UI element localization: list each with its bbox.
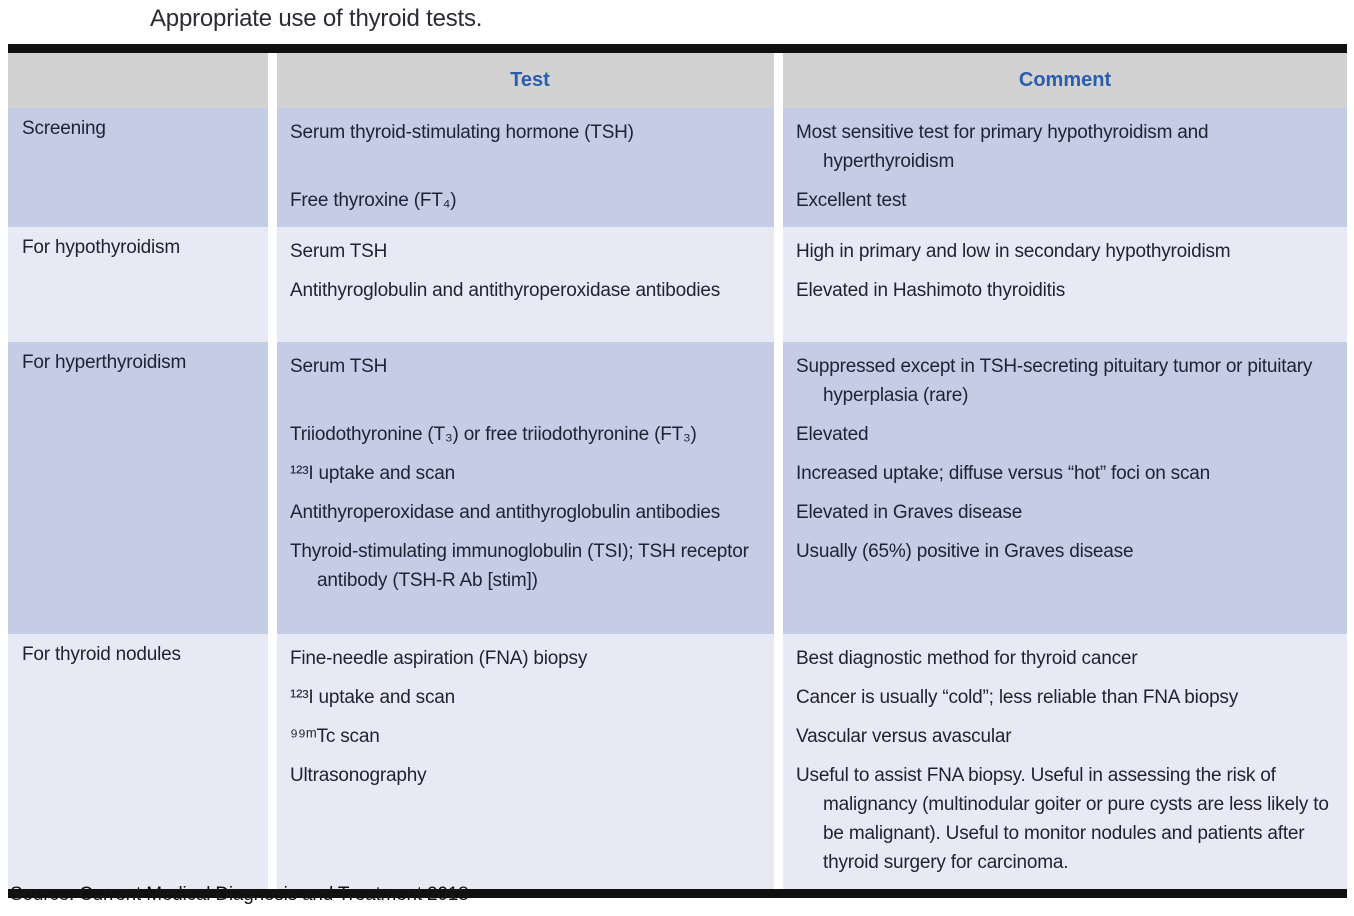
comment-cell (783, 722, 1347, 751)
table-top-rule (8, 44, 1347, 53)
comment-cell (783, 644, 1347, 673)
row-entries (277, 227, 1347, 342)
table-row (8, 227, 1347, 342)
test-comment-entry (277, 683, 1347, 712)
test-cell (277, 537, 783, 595)
test-text: Antithyroperoxidase and antithyroglobulin antibodies (290, 502, 721, 523)
comment-text: Most sensitive test for primary hypothyroidism and hyperthyroidism (796, 122, 1209, 172)
category-cell: Screening (22, 118, 106, 139)
comment-cell (783, 683, 1347, 712)
comment-cell (783, 420, 1347, 449)
test-cell (277, 237, 783, 266)
comment-cell (783, 237, 1347, 266)
comment-cell (783, 118, 1347, 176)
test-cell (277, 683, 783, 712)
test-cell (277, 186, 783, 215)
source-note: Source: Current Medical Diagnosis and Treatment 2018 (10, 884, 469, 905)
comment-text: Elevated in Graves disease (796, 502, 1023, 523)
category-cell: For hyperthyroidism (22, 352, 187, 373)
test-comment-entry (277, 537, 1347, 595)
test-cell (277, 644, 783, 673)
column-divider-2 (774, 53, 783, 889)
header-test: Test (510, 69, 550, 91)
test-text: ¹²³I uptake and scan (290, 463, 455, 484)
column-divider-1 (268, 53, 277, 889)
test-cell (277, 420, 783, 449)
test-cell (277, 459, 783, 488)
comment-text: High in primary and low in secondary hypothyroidism (796, 241, 1231, 262)
category-cell: For thyroid nodules (22, 644, 181, 665)
test-text: Thyroid-stimulating immunoglobulin (TSI); TSH receptor antibody (TSH-R Ab [stim]) (290, 541, 749, 591)
test-text: Serum TSH (290, 241, 388, 262)
header-comment: Comment (1018, 69, 1112, 91)
test-comment-entry (277, 761, 1347, 877)
test-comment-entry (277, 420, 1347, 449)
comment-text: Cancer is usually “cold”; less reliable than FNA biopsy (796, 687, 1239, 708)
test-text: Fine-needle aspiration (FNA) biopsy (290, 648, 588, 669)
test-comment-entry (277, 237, 1347, 266)
test-text: Ultrasonography (290, 765, 427, 786)
comment-cell (783, 352, 1347, 410)
test-comment-entry (277, 459, 1347, 488)
thyroid-tests-table (8, 44, 1347, 898)
row-entries (277, 342, 1347, 634)
test-comment-entry (277, 498, 1347, 527)
test-comment-entry (277, 186, 1347, 215)
test-text: ⁹⁹ᵐTc scan (290, 726, 380, 747)
table-row (8, 342, 1347, 634)
test-text: Free thyroxine (FT₄) (290, 190, 457, 211)
test-cell (277, 722, 783, 751)
test-comment-entry (277, 276, 1347, 305)
comment-cell (783, 276, 1347, 305)
comment-text: Vascular versus avascular (796, 726, 1012, 747)
table-title: Appropriate use of thyroid tests. (150, 5, 483, 32)
comment-text: Excellent test (796, 190, 907, 211)
table-row (8, 108, 1347, 227)
test-comment-entry (277, 352, 1347, 410)
table-header-row (8, 53, 1347, 108)
test-cell (277, 352, 783, 410)
comment-cell (783, 498, 1347, 527)
test-cell (277, 276, 783, 305)
test-comment-entry (277, 118, 1347, 176)
comment-cell (783, 186, 1347, 215)
comment-text: Increased uptake; diffuse versus “hot” foci on scan (796, 463, 1211, 484)
comment-cell (783, 537, 1347, 595)
table-row (8, 634, 1347, 889)
test-text: Serum thyroid-stimulating hormone (TSH) (290, 122, 634, 143)
test-comment-entry (277, 644, 1347, 673)
test-text: Antithyroglobulin and antithyroperoxidase antibodies (290, 280, 721, 301)
table-body (8, 108, 1347, 889)
comment-text: Useful to assist FNA biopsy. Useful in assessing the risk of malignancy (multinodular goiter or pure cysts are less likely to be malignant). Useful to monitor nodules and patients after thyroid surgery for carcinoma. (796, 765, 1329, 873)
comment-text: Best diagnostic method for thyroid cancer (796, 648, 1138, 669)
row-entries (277, 108, 1347, 227)
comment-text: Suppressed except in TSH-secreting pituitary tumor or pituitary hyperplasia (rare) (796, 356, 1313, 406)
test-cell (277, 118, 783, 176)
test-text: Serum TSH (290, 356, 388, 377)
comment-cell (783, 761, 1347, 877)
test-comment-entry (277, 722, 1347, 751)
comment-cell (783, 459, 1347, 488)
comment-text: Elevated (796, 424, 869, 445)
row-entries (277, 634, 1347, 889)
comment-text: Elevated in Hashimoto thyroiditis (796, 280, 1066, 301)
test-cell (277, 761, 783, 877)
test-text: Triiodothyronine (T₃) or free triiodothyronine (FT₃) (290, 424, 697, 445)
category-cell: For hypothyroidism (22, 237, 180, 258)
comment-text: Usually (65%) positive in Graves disease (796, 541, 1134, 562)
test-text: ¹²³I uptake and scan (290, 687, 455, 708)
test-cell (277, 498, 783, 527)
